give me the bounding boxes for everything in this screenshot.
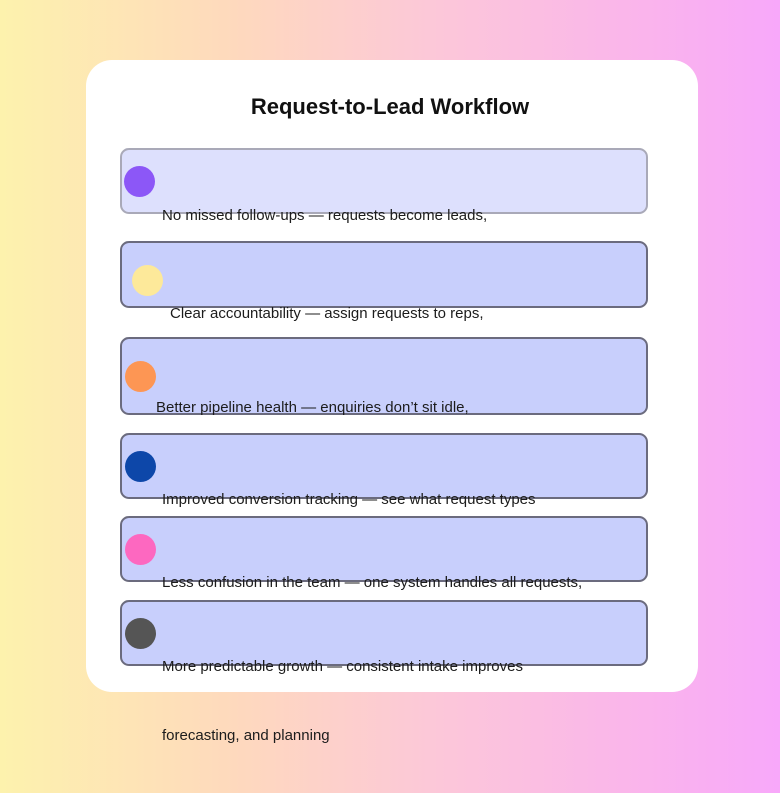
- workflow-item: [120, 516, 648, 591]
- item-line: Better pipeline health — enquiries don’t sit idle,: [156, 399, 469, 416]
- blue-circle-icon: [125, 451, 156, 482]
- workflow-item: [120, 433, 648, 508]
- item-line: forecasting, and planning: [162, 727, 330, 744]
- item-line: Clear accountability — assign requests to reps,: [170, 305, 484, 322]
- item-line: No missed follow-ups — requests become leads,: [162, 207, 488, 224]
- item-text: [162, 609, 523, 793]
- pink-circle-icon: [125, 534, 156, 565]
- item-line: Less confusion in the team — one system handles all requests,: [162, 574, 583, 591]
- item-line: More predictable growth — consistent intake improves: [162, 658, 523, 675]
- workflow-item: [120, 241, 648, 322]
- item-line: Improved conversion tracking — see what request types: [162, 491, 536, 508]
- workflow-item: [120, 337, 648, 415]
- yellow-circle-icon: [132, 265, 163, 296]
- orange-circle-icon: [125, 361, 156, 392]
- diagram-title: Request-to-Lead Workflow: [250, 94, 530, 119]
- workflow-item: [120, 148, 648, 224]
- purple-circle-icon: [124, 166, 155, 197]
- workflow-item: [120, 600, 648, 744]
- gray-circle-icon: [125, 618, 156, 649]
